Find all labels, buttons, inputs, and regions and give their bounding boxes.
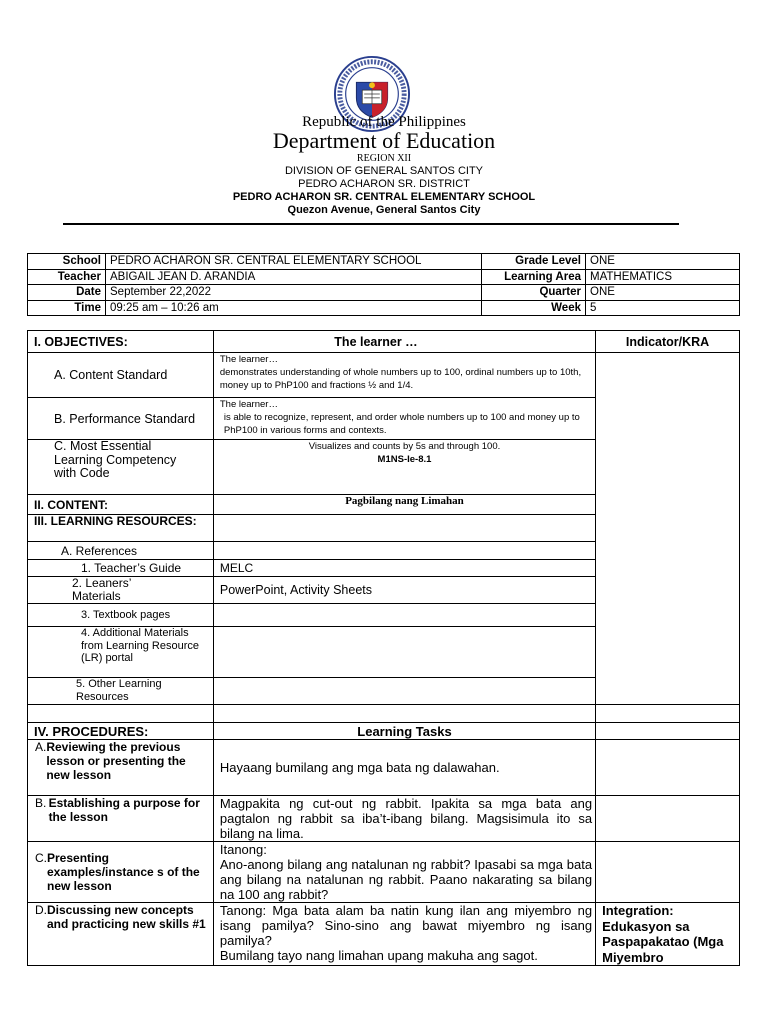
content-heading: II. CONTENT: [28, 495, 214, 515]
content-standard-row [28, 353, 740, 398]
content-standard-text [213, 353, 595, 398]
school-label: School [28, 254, 106, 270]
district-line: PEDRO ACHARON SR. DISTRICT [298, 178, 470, 190]
procedure-label-cell [28, 740, 214, 796]
objectives-heading: I. OBJECTIVES: [28, 331, 214, 353]
indicator-heading: Indicator/KRA [596, 331, 740, 353]
school-value: PEDRO ACHARON SR. CENTRAL ELEMENTARY SCHOOL [106, 254, 482, 270]
procedure-task-body: Ano-anong bilang ang natalunan ng rabbit? Ipasabi sa mga bata ang bilang na natalunan ng rabbit. Paano nakarating sa bilang na 100 ang rabbit? [219, 857, 593, 902]
time-value: 09:25 am – 10:26 am [106, 300, 482, 316]
republic-line: Republic of the Philippines [302, 114, 466, 130]
procedures-heading: IV. PROCEDURES: [28, 723, 214, 740]
procedure-letter: D. [35, 903, 47, 917]
procedures-header-row [28, 723, 740, 740]
teacher-label: Teacher [28, 269, 106, 285]
references-empty [213, 542, 595, 560]
content-standard-intro: The learner… [219, 354, 278, 365]
melc-label: C. Most Essential Learning Competency with Code [28, 440, 214, 495]
teachers-guide-value: MELC [213, 560, 595, 577]
procedure-indicator [596, 842, 740, 903]
procedure-letter: B. [35, 796, 47, 810]
procedure-row [28, 740, 740, 796]
procedure-indicator [596, 796, 740, 842]
quarter-value: ONE [586, 285, 740, 301]
quarter-label: Quarter [482, 285, 586, 301]
address-line: Quezon Avenue, General Santos City [287, 204, 481, 216]
procedure-label-cell [28, 903, 214, 966]
procedure-task: Hayaang bumilang ang mga bata ng dalawahan. [213, 740, 595, 796]
lesson-info-table [27, 253, 740, 316]
additional-materials-label: 4. Additional Materials from Learning Resource (LR) portal [28, 627, 214, 678]
area-label: Learning Area [482, 269, 586, 285]
time-label: Time [28, 300, 106, 316]
other-resources-label: 5. Other Learning Resources [28, 678, 214, 705]
learning-tasks-heading: Learning Tasks [213, 723, 595, 740]
division-line: DIVISION OF GENERAL SANTOS CITY [284, 165, 484, 177]
textbook-label: 3. Textbook pages [28, 604, 214, 627]
content-standard-label: A. Content Standard [28, 353, 214, 398]
resources-heading: III. LEARNING RESOURCES: [28, 515, 214, 542]
learners-materials-value: PowerPoint, Activity Sheets [213, 577, 595, 604]
other-resources-empty [213, 678, 595, 705]
performance-standard-body: is able to recognize, represent, and order whole numbers up to 100 and money up to PhP100 in various forms and contexts. [223, 412, 580, 436]
content-topic: Pagbilang nang Limahan [213, 495, 595, 515]
info-row [28, 269, 740, 285]
procedure-label: Discussing new concepts and practicing new skills #1 [47, 903, 206, 931]
procedure-task-followup: Bumilang tayo nang limahan upang makuha ang sagot. [219, 948, 538, 963]
procedure-label-cell [28, 842, 214, 903]
references-label: A. References [28, 542, 214, 560]
melc-text [213, 440, 595, 495]
textbook-empty [213, 604, 595, 627]
indicator-cell [596, 353, 740, 705]
procedure-indicator: Integration: Edukasyon sa Paspapakatao (Mga Miyembro [596, 903, 740, 966]
procedure-task: Magpakita ng cut-out ng rabbit. Ipakita sa mga bata ang pagtalon ng rabbit sa iba’t-ibang bilang. Magsisimula ito sa bilang na lima. [213, 796, 595, 842]
school-line: PEDRO ACHARON SR. CENTRAL ELEMENTARY SCHOOL [232, 191, 536, 203]
objectives-header-row [28, 331, 740, 353]
content-standard-body: demonstrates understanding of whole numbers up to 100, ordinal numbers up to 10th, money up to PhP100 and fractions ½ and 1/4. [219, 367, 582, 391]
procedure-row [28, 842, 740, 903]
department-title: Department of Education [272, 128, 496, 153]
grade-label: Grade Level [482, 254, 586, 270]
info-row [28, 254, 740, 270]
header-divider [63, 223, 679, 225]
procedure-task-body: Tanong: Mga bata alam ba natin kung ilan ang miyembro ng isang pamilya? Sino-sino ang bawat miyembro ng isang pamilya? [219, 903, 593, 948]
region-line: REGION XII [356, 153, 412, 164]
grade-value: ONE [586, 254, 740, 270]
spacer-cell [28, 705, 214, 723]
melc-code: M1NS-Ie-8.1 [377, 454, 432, 465]
performance-standard-text [213, 398, 595, 440]
procedure-row [28, 903, 740, 966]
melc-competency: Visualizes and counts by 5s and through 100. [308, 441, 501, 452]
resources-empty [213, 515, 595, 542]
procedure-label: Reviewing the previous lesson or presenting the new lesson [46, 740, 186, 782]
procedure-label: Presenting examples/instance s of the new lesson [47, 851, 200, 893]
spacer-row [28, 705, 740, 723]
lesson-plan-table [27, 330, 740, 966]
spacer-cell [213, 705, 595, 723]
performance-standard-label: B. Performance Standard [28, 398, 214, 440]
procedures-indicator-empty [596, 723, 740, 740]
procedure-label-cell [28, 796, 214, 842]
week-label: Week [482, 300, 586, 316]
teachers-guide-label: 1. Teacher’s Guide [28, 560, 214, 577]
info-row [28, 300, 740, 316]
procedure-letter: C. [35, 851, 47, 865]
teacher-value: ABIGAIL JEAN D. ARANDIA [106, 269, 482, 285]
procedure-letter: A. [35, 740, 47, 754]
spacer-cell [596, 705, 740, 723]
date-label: Date [28, 285, 106, 301]
date-value: September 22,2022 [106, 285, 482, 301]
performance-standard-intro: The learner… [219, 399, 278, 410]
procedure-indicator [596, 740, 740, 796]
learner-heading: The learner … [213, 331, 595, 353]
procedure-task [213, 842, 595, 903]
procedure-label: Establishing a purpose for the lesson [48, 796, 200, 824]
procedure-task [213, 903, 595, 966]
procedure-task-heading: Itanong: [219, 842, 267, 857]
learners-materials-label: 2. Leaners’ Materials [28, 577, 214, 604]
info-row [28, 285, 740, 301]
area-value: MATHEMATICS [586, 269, 740, 285]
procedure-row [28, 796, 740, 842]
week-value: 5 [586, 300, 740, 316]
additional-materials-empty [213, 627, 595, 678]
